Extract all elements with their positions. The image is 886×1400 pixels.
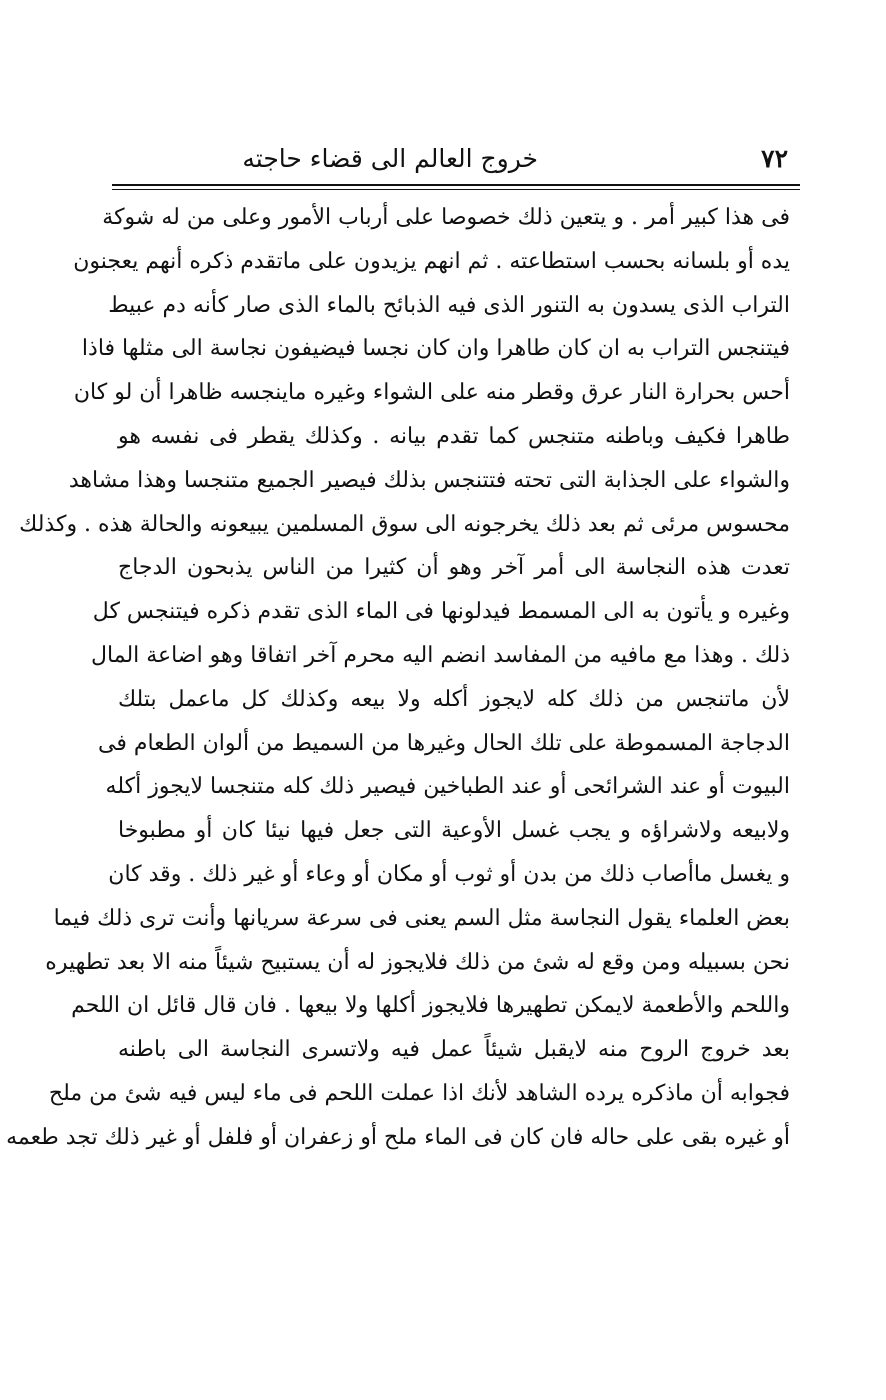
text-line: التراب الذى يسدون به التنور الذى فيه الذبائح بالماء الذى صار كأنه دم عبيط bbox=[108, 292, 790, 318]
text-line: ذلك . وهذا مع مافيه من المفاسد انضم اليه محرم آخر اتفاقا وهو اضاعة المال bbox=[91, 642, 790, 668]
text-line: و يغسل ماأصاب ذلك من بدن أو ثوب أو مكان أو وعاء أو غير ذلك . وقد كان bbox=[108, 861, 790, 887]
header-rule-thin bbox=[112, 189, 800, 190]
page-header bbox=[112, 140, 788, 180]
text-line: محسوس مرئى ثم بعد ذلك يخرجونه الى سوق المسلمين يبيعونه والحالة هذه . وكذلك bbox=[19, 511, 790, 537]
running-title: خروج العالم الى قضاء حاجته bbox=[242, 144, 538, 173]
text-line: ولابيعه ولاشراؤه و يجب غسل الأوعية التى جعل فيها نيئا كان أو مطبوخا bbox=[118, 818, 790, 844]
text-line: فجوابه أن ماذكره يرده الشاهد لأنك اذا عملت اللحم فى ماء ليس فيه شئ من ملح bbox=[48, 1080, 790, 1106]
header-rule bbox=[112, 184, 800, 186]
text-line: بعد خروج الروح منه لايقبل شيئاً عمل فيه ولاتسرى النجاسة الى باطنه bbox=[118, 1037, 790, 1063]
text-line: والشواء على الجذابة التى تحته فتتنجس بذلك فيصير الجميع متنجسا وهذا مشاهد bbox=[68, 467, 790, 493]
text-line: يده أو بلسانه بحسب استطاعته . ثم انهم يزيدون على ماتقدم ذكره أنهم يعجنون bbox=[73, 248, 790, 274]
text-line: نحن بسبيله ومن وقع له شئ من ذلك فلايجوز له أن يستبيح شيئاً منه الا بعد تطهيره bbox=[45, 949, 790, 975]
text-line: وغيره و يأتون به الى المسمط فيدلونها فى الماء الذى تقدم ذكره فيتنجس كل bbox=[92, 599, 790, 625]
text-line: البيوت أو عند الشرائحى أو عند الطباخين فيصير ذلك كله متنجسا لايجوز أكله bbox=[105, 774, 790, 800]
text-line: تعدت هذه النجاسة الى أمر آخر وهو أن كثيرا من الناس يذبحون الدجاج bbox=[118, 555, 790, 581]
page-number: ٧٢ bbox=[761, 144, 788, 173]
text-line: أحس بحرارة النار عرق وقطر منه على الشواء وغيره ماينجسه ظاهرا أن لو كان bbox=[73, 380, 790, 406]
text-line: لأن ماتنجس من ذلك كله لايجوز أكله ولا بيعه وكذلك كل ماعمل بتلك bbox=[118, 686, 790, 712]
text-line: فيتنجس التراب به ان كان طاهرا وان كان نجسا فيضيفون نجاسة الى مثلها فاذا bbox=[81, 336, 790, 362]
text-line: أو غيره بقى على حاله فان كان فى الماء ملح أو زعفران أو فلفل أو غير ذلك تجد طعمه bbox=[6, 1124, 790, 1150]
text-line: الدجاجة المسموطة على تلك الحال وغيرها من السميط من ألوان الطعام فى bbox=[98, 730, 790, 756]
text-line: واللحم والأطعمة لايمكن تطهيرها فلايجوز أكلها ولا بيعها . فان قال قائل ان اللحم bbox=[71, 993, 790, 1019]
text-line: طاهرا فكيف وباطنه متنجس كما تقدم بيانه . وكذلك يقطر فى نفسه هو bbox=[118, 423, 790, 449]
body-text bbox=[6, 196, 790, 1160]
text-line: فى هذا كبير أمر . و يتعين ذلك خصوصا على أرباب الأمور وعلى من له شوكة bbox=[102, 205, 790, 230]
text-line: بعض العلماء يقول النجاسة مثل السم يعنى فى سرعة سريانها وأنت ترى ذلك فيما bbox=[53, 905, 790, 931]
